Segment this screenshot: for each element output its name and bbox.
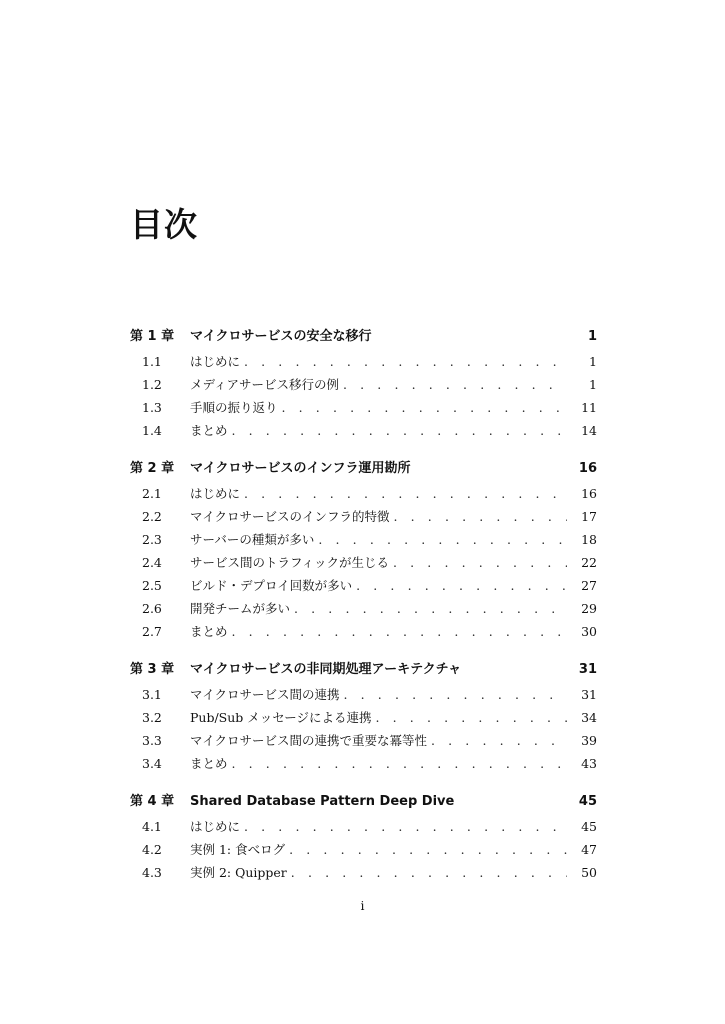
section-title: Pub/Sub メッセージによる連携 (190, 710, 372, 725)
section-title: メディアサービス移行の例 (190, 377, 340, 392)
section-number: 2.5 (142, 578, 162, 593)
dot-leader (393, 551, 567, 574)
section-entry[interactable] (130, 505, 597, 528)
dot-leader (356, 574, 567, 597)
chapter-1 (130, 327, 597, 442)
section-number: 2.4 (142, 555, 162, 570)
section-page: 14 (581, 423, 597, 438)
dot-leader (344, 683, 567, 706)
section-entry[interactable] (130, 396, 597, 419)
section-page: 31 (581, 687, 597, 702)
section-title: まとめ (190, 624, 228, 639)
section-entry[interactable] (130, 373, 597, 396)
section-number: 2.2 (142, 509, 162, 524)
chapter-entry[interactable] (130, 459, 597, 479)
section-title: 実例 1: 食べログ (190, 842, 286, 857)
dot-leader (244, 815, 567, 838)
chapter-3 (130, 660, 597, 775)
section-entry[interactable] (130, 729, 597, 752)
section-number: 4.3 (142, 865, 162, 880)
dot-leader (244, 482, 567, 505)
section-page: 39 (581, 733, 597, 748)
chapter-number: 第 4 章 (130, 794, 175, 809)
dot-leader (282, 396, 567, 419)
section-number: 2.1 (142, 486, 162, 501)
section-title: サーバーの種類が多い (190, 532, 315, 547)
chapter-4 (130, 792, 597, 884)
dot-leader (318, 528, 567, 551)
dot-leader (431, 729, 567, 752)
section-page: 17 (581, 509, 597, 524)
section-title: マイクロサービスのインフラ的特徴 (190, 509, 390, 524)
chapter-number: 第 3 章 (130, 662, 175, 677)
section-entry[interactable] (130, 620, 597, 643)
chapter-page: 45 (578, 794, 597, 809)
dot-leader (232, 752, 567, 775)
section-page: 47 (581, 842, 597, 857)
chapter-page: 1 (587, 329, 597, 344)
section-title: はじめに (190, 486, 241, 501)
section-number: 3.1 (142, 687, 162, 702)
section-entry[interactable] (130, 528, 597, 551)
chapter-title: Shared Database Pattern Deep Dive (190, 794, 455, 809)
section-page: 22 (581, 555, 597, 570)
dot-leader (232, 620, 567, 643)
section-page: 16 (581, 486, 597, 501)
section-entry[interactable] (130, 419, 597, 442)
section-page: 29 (581, 601, 597, 616)
section-entry[interactable] (130, 574, 597, 597)
section-number: 1.2 (142, 377, 162, 392)
dot-leader (343, 373, 567, 396)
dot-leader (244, 350, 567, 373)
chapter-2 (130, 459, 597, 643)
chapter-title: マイクロサービスの非同期処理アーキテクチャ (190, 662, 462, 677)
section-number: 3.4 (142, 756, 162, 771)
section-page: 1 (589, 354, 597, 369)
section-number: 4.2 (142, 842, 162, 857)
section-title: まとめ (190, 423, 228, 438)
section-entry[interactable] (130, 683, 597, 706)
section-page: 18 (581, 532, 597, 547)
toc-heading: 目次 (130, 205, 198, 244)
section-page: 1 (589, 377, 597, 392)
section-entry[interactable] (130, 861, 597, 884)
dot-leader (394, 505, 567, 528)
section-entry[interactable] (130, 815, 597, 838)
section-title: 実例 2: Quipper (190, 865, 287, 880)
section-number: 1.3 (142, 400, 162, 415)
section-title: 手順の振り返り (190, 400, 278, 415)
section-number: 2.7 (142, 624, 162, 639)
section-number: 2.6 (142, 601, 162, 616)
chapter-page: 31 (578, 662, 597, 677)
section-title: マイクロサービス間の連携で重要な冪等性 (190, 733, 428, 748)
section-page: 34 (581, 710, 597, 725)
section-number: 4.1 (142, 819, 162, 834)
section-entry[interactable] (130, 482, 597, 505)
section-entry[interactable] (130, 706, 597, 729)
chapter-entry[interactable] (130, 660, 597, 680)
section-entry[interactable] (130, 350, 597, 373)
chapter-title: マイクロサービスの安全な移行 (190, 329, 372, 344)
dot-leader (232, 419, 567, 442)
dot-leader (294, 597, 567, 620)
section-entry[interactable] (130, 551, 597, 574)
section-page: 11 (581, 400, 597, 415)
section-number: 3.3 (142, 733, 162, 748)
chapter-entry[interactable] (130, 792, 597, 812)
section-number: 3.2 (142, 710, 162, 725)
section-page: 30 (581, 624, 597, 639)
section-title: 開発チームが多い (190, 601, 291, 616)
section-page: 43 (581, 756, 597, 771)
section-page: 50 (581, 865, 597, 880)
section-title: サービス間のトラフィックが生じる (190, 555, 390, 570)
chapter-page: 16 (578, 461, 597, 476)
section-number: 1.4 (142, 423, 162, 438)
section-number: 2.3 (142, 532, 162, 547)
table-of-contents (130, 327, 597, 901)
section-entry[interactable] (130, 838, 597, 861)
section-title: まとめ (190, 756, 228, 771)
section-title: はじめに (190, 354, 241, 369)
section-entry[interactable] (130, 752, 597, 775)
chapter-entry[interactable] (130, 327, 597, 347)
page-number: i (360, 898, 365, 913)
chapter-number: 第 1 章 (130, 329, 175, 344)
section-entry[interactable] (130, 597, 597, 620)
dot-leader (291, 861, 567, 884)
chapter-title: マイクロサービスのインフラ運用勘所 (190, 461, 411, 476)
section-title: ビルド・デプロイ回数が多い (190, 578, 353, 593)
section-title: マイクロサービス間の連携 (190, 687, 340, 702)
section-page: 27 (581, 578, 597, 593)
dot-leader (289, 838, 567, 861)
section-page: 45 (581, 819, 597, 834)
section-number: 1.1 (142, 354, 162, 369)
dot-leader (376, 706, 567, 729)
chapter-number: 第 2 章 (130, 461, 175, 476)
section-title: はじめに (190, 819, 241, 834)
